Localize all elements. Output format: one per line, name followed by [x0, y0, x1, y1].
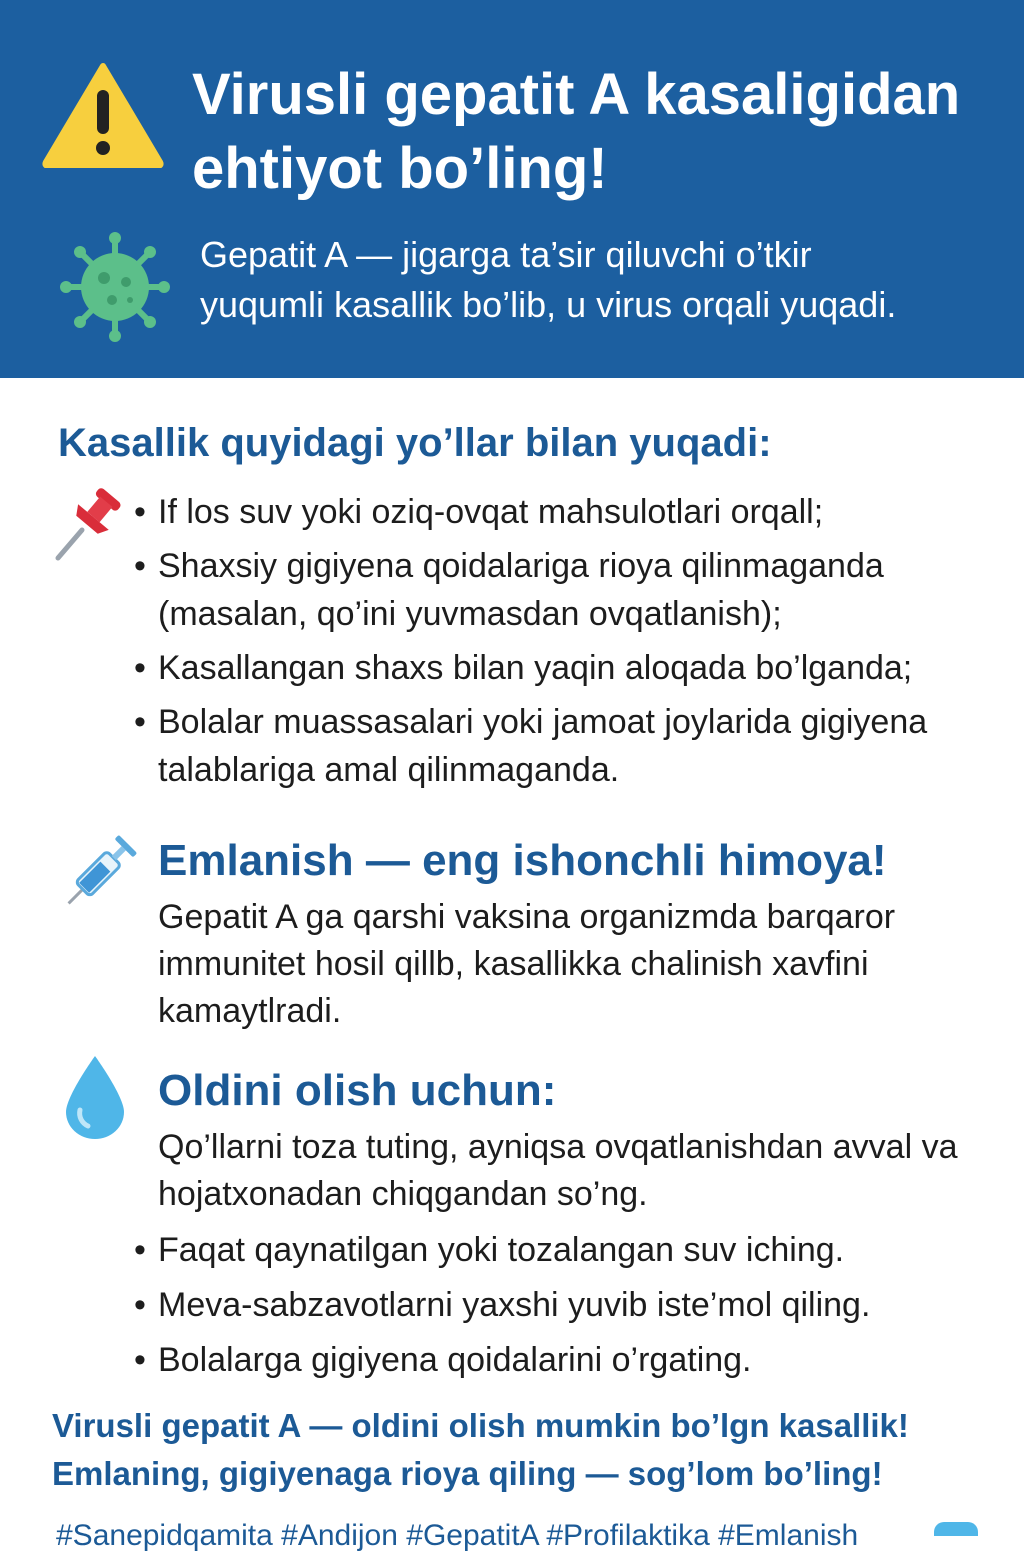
water-drop-icon	[62, 1052, 128, 1140]
prevention-text: Qo’llarni toza tuting, ayniqsa ovqatlanishdan avval va hojatxonadan chiqgandan so’ng.	[158, 1128, 958, 1213]
title-line-2: ehtiyot bo’ling!	[192, 136, 608, 201]
intro-line-1: Gepatit A — jigarga ta’sir qiluvchi o’tkir	[200, 234, 812, 275]
transmission-list	[134, 488, 1004, 800]
prevention-title: Oldini olish uchun:	[158, 1066, 557, 1115]
footer-slogan	[52, 1402, 1012, 1498]
list-item: • Meva-sabzavotlarni yaxshi yuvib iste’mol qiling.	[134, 1281, 1004, 1329]
list-item: • Kasallangan shaxs bilan yaqin aloqada bo’lganda;	[134, 644, 1004, 692]
list-item: • Faqat qaynatilgan yoki tozalangan suv iching.	[134, 1226, 1004, 1274]
vaccination-text: Gepatit A ga qarshi vaksina organizmda barqaror immunitet hosil qillb, kasallikka chalinish xavfini kamaytlradi.	[158, 898, 896, 1030]
hashtags: #Sanepidqamita #Andijon #GepatitA #Profilaktika #Emlanish	[56, 1519, 859, 1552]
header-banner	[0, 0, 1024, 378]
list-item: • If los suv yoki oziq-ovqat mahsulotlari orqall;	[134, 488, 1004, 536]
virus-icon	[60, 232, 170, 342]
vaccination-title: Emlanish — eng ishonchli himoya!	[158, 836, 887, 885]
page-title	[192, 58, 1012, 206]
footer-line-2: Emlaning, gigiyenaga rioya qiling — sog’lom bo’ling!	[52, 1455, 883, 1492]
list-item: • Shaxsiy gigiyena qoidalariga rioya qilinmaganda (masalan, qo’ini yuvmasdan ovqatlanish);	[134, 542, 1004, 638]
footer-line-1: Virusli gepatit A — oldini olish mumkin bo’lgn kasallik!	[52, 1407, 909, 1444]
list-item: • Bolalarga gigiyena qoidalarini o’rgating.	[134, 1336, 1004, 1384]
syringe-icon	[52, 826, 146, 920]
intro-text	[200, 230, 1010, 330]
list-item: • Bolalar muassasalari yoki jamoat joylarida gigiyena talablariga amal qilinmaganda.	[134, 698, 1004, 794]
transmission-title: Kasallik quyidagi yo’llar bilan yuqadi:	[58, 421, 772, 465]
prevention-list	[134, 1226, 1004, 1391]
title-line-1: Virusli gepatit A kasaligidan	[192, 62, 961, 127]
intro-line-2: yuqumli kasallik bo’lib, u virus orqali yuqadi.	[200, 284, 897, 325]
pushpin-icon	[52, 484, 126, 562]
warning-icon	[42, 60, 164, 168]
arrow-icon	[934, 1522, 978, 1536]
